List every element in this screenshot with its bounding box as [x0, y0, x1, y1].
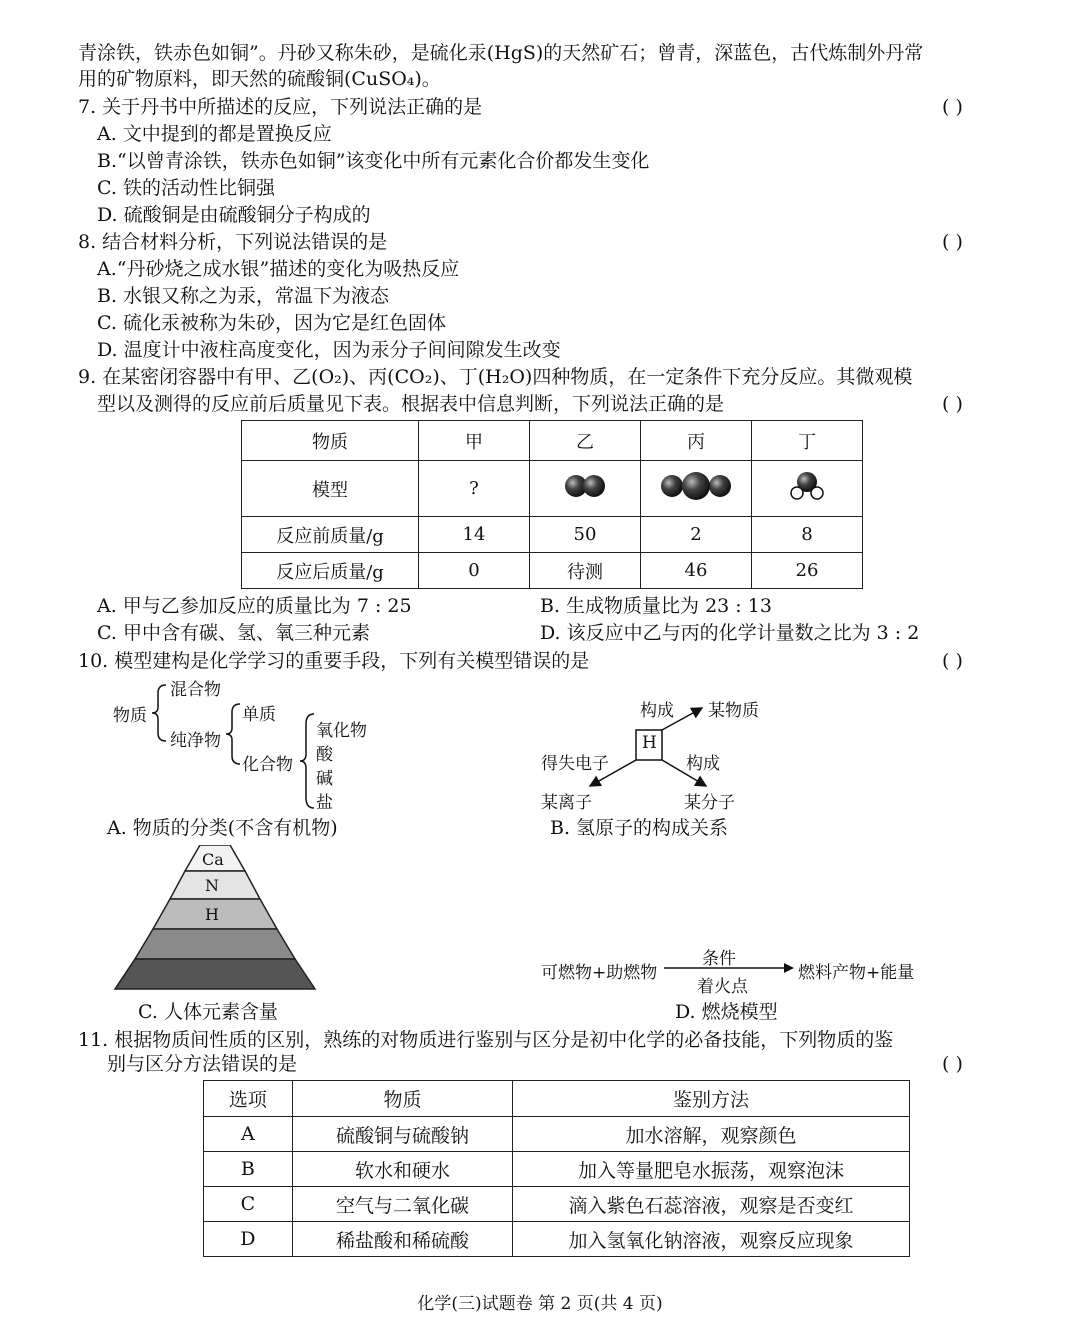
h2o-molecule-model: [752, 461, 863, 517]
label-jian: 碱: [316, 769, 333, 789]
q9-table: [241, 420, 863, 589]
q9-header-cell: 丁: [752, 421, 863, 461]
brace-icon: [298, 712, 318, 810]
q9-stem-2: 型以及测得的反应前后质量见下表。根据表中信息判断，下列说法正确的是: [97, 393, 725, 415]
q9-model-label: 模型: [242, 461, 419, 517]
q11-stem-1: 11. 根据物质间性质的区别，熟练的对物质进行鉴别与区分是初中化学的必备技能，下列物质的鉴: [78, 1029, 894, 1051]
hydrogen-center-label: H: [642, 733, 657, 753]
intro-line-2: 用的矿物原料，即天然的硫酸铜(CuSO₄)。: [78, 68, 441, 90]
q9-after-cell: 26: [752, 553, 863, 589]
q11-cell: A: [204, 1117, 293, 1152]
q9-option-d: D. 该反应中乙与丙的化学计量数之比为 3 : 2: [540, 622, 920, 644]
q9-header-cell: 物质: [242, 421, 419, 461]
label-mouwuzhi: 某物质: [708, 701, 759, 721]
label-ignition-point: 着火点: [697, 977, 748, 997]
label-goucheng-1: 构成: [640, 701, 674, 721]
label-deshi-dianzi: 得失电子: [541, 754, 609, 774]
pyramid-level-label: Ca: [202, 850, 224, 869]
q9-answer-paren: ( ): [942, 393, 963, 415]
table-row: [204, 1117, 910, 1152]
q9-after-cell: 0: [419, 553, 530, 589]
q11-cell: 加入氢氧化钠溶液，观察反应现象: [513, 1222, 910, 1257]
co2-molecule-model: [641, 461, 752, 517]
label-chunjingwu: 纯净物: [170, 731, 221, 751]
label-condition: 条件: [702, 949, 736, 969]
q11-header-cell: 选项: [204, 1081, 293, 1117]
q7-answer-paren: ( ): [942, 96, 963, 118]
q7-option-c: C. 铁的活动性比铜强: [97, 177, 275, 199]
label-huahewu: 化合物: [242, 755, 293, 775]
q11-header-cell: 鉴别方法: [513, 1081, 910, 1117]
q11-table: [203, 1080, 910, 1257]
q9-stem-1: 9. 在某密闭容器中有甲、乙(O₂)、丙(CO₂)、丁(H₂O)四种物质，在一定条件下充分反应。其微观模: [78, 366, 913, 388]
q9-before-label: 反应前质量/g: [242, 517, 419, 553]
q9-model-jia: ?: [419, 461, 530, 517]
q8-option-b: B. 水银又称之为汞，常温下为液态: [97, 285, 390, 307]
q11-cell: 稀盐酸和稀硫酸: [292, 1222, 512, 1257]
label-suan: 酸: [316, 745, 333, 765]
q11-cell: C: [204, 1187, 293, 1222]
label-products: 燃料产物+能量: [798, 963, 915, 983]
o2-molecule-icon: [555, 471, 615, 501]
q11-cell: 加入等量肥皂水振荡，观察泡沫: [513, 1152, 910, 1187]
q9-before-row: [242, 517, 863, 553]
q11-cell: 滴入紫色石蕊溶液，观察是否变红: [513, 1187, 910, 1222]
q9-before-cell: 14: [419, 517, 530, 553]
q9-model-row: [242, 461, 863, 517]
label-moufenzi: 某分子: [684, 793, 735, 813]
o2-molecule-model: [530, 461, 641, 517]
pyramid-level-label: H: [205, 905, 219, 924]
q9-header-cell: 乙: [530, 421, 641, 461]
q11-cell: 加水溶解，观察颜色: [513, 1117, 910, 1152]
q11-cell: 空气与二氧化碳: [292, 1187, 512, 1222]
pyramid-level-label: N: [205, 876, 219, 895]
q7-option-a: A. 文中提到的都是置换反应: [97, 123, 332, 145]
label-moulizi: 某离子: [541, 793, 592, 813]
label-danzhi: 单质: [242, 705, 276, 725]
q8-option-a: A.“丹砂烧之成水银”描述的变化为吸热反应: [97, 258, 460, 280]
q9-option-a: A. 甲与乙参加反应的质量比为 7 : 25: [97, 595, 412, 617]
label-yan: 盐: [316, 793, 333, 813]
q9-before-cell: 8: [752, 517, 863, 553]
q9-header-row: [242, 421, 863, 461]
q11-cell: 软水和硬水: [292, 1152, 512, 1187]
co2-molecule-icon: [654, 469, 738, 503]
q8-option-c: C. 硫化汞被称为朱砂，因为它是红色固体: [97, 312, 446, 334]
label-goucheng-2: 构成: [686, 754, 720, 774]
q7-stem: 7. 关于丹书中所描述的反应，下列说法正确的是: [78, 96, 483, 118]
q11-cell: B: [204, 1152, 293, 1187]
q8-stem: 8. 结合材料分析，下列说法错误的是: [78, 231, 388, 253]
q7-option-b: B.“以曾青涂铁，铁赤色如铜”该变化中所有元素化合价都发生变化: [97, 150, 650, 172]
q9-option-b: B. 生成物质量比为 23 : 13: [540, 595, 772, 617]
q9-option-c: C. 甲中含有碳、氢、氧三种元素: [97, 622, 370, 644]
q9-before-cell: 2: [641, 517, 752, 553]
q9-header-cell: 丙: [641, 421, 752, 461]
q9-after-cell: 46: [641, 553, 752, 589]
q10-answer-paren: ( ): [942, 650, 963, 672]
q11-header-cell: 物质: [292, 1081, 512, 1117]
q9-header-cell: 甲: [419, 421, 530, 461]
brace-icon: [224, 702, 244, 766]
label-yanghuawu: 氧化物: [316, 721, 367, 741]
q8-answer-paren: ( ): [942, 231, 963, 253]
label-combustible: 可燃物+助燃物: [541, 963, 658, 983]
q10-caption-b: B. 氢原子的构成关系: [550, 817, 729, 839]
h2o-molecule-icon: [782, 469, 832, 503]
q7-option-d: D. 硫酸铜是由硫酸铜分子构成的: [97, 204, 371, 226]
q11-stem-2: 别与区分方法错误的是: [107, 1053, 298, 1075]
table-row: [204, 1152, 910, 1187]
q11-header-row: [204, 1081, 910, 1117]
label-wuzhi: 物质: [113, 706, 147, 726]
q10-caption-a: A. 物质的分类(不含有机物): [107, 817, 338, 839]
label-hunhewu: 混合物: [170, 680, 221, 700]
q11-cell: D: [204, 1222, 293, 1257]
q10-caption-c: C. 人体元素含量: [138, 1001, 278, 1023]
q8-option-d: D. 温度计中液柱高度变化，因为汞分子间间隙发生改变: [97, 339, 561, 361]
q9-after-row: [242, 553, 863, 589]
q10-stem: 10. 模型建构是化学学习的重要手段，下列有关模型错误的是: [78, 650, 590, 672]
table-row: [204, 1222, 910, 1257]
page-footer: 化学(三)试题卷 第 2 页(共 4 页): [417, 1294, 663, 1314]
q11-answer-paren: ( ): [942, 1053, 963, 1075]
intro-line-1: 青涂铁，铁赤色如铜”。丹砂又称朱砂，是硫化汞(HgS)的天然矿石；曾青，深蓝色，古代炼制外丹常: [78, 42, 924, 64]
q9-before-cell: 50: [530, 517, 641, 553]
q9-after-label: 反应后质量/g: [242, 553, 419, 589]
brace-icon: [150, 683, 170, 743]
q9-after-cell: 待测: [530, 553, 641, 589]
q10-caption-d: D. 燃烧模型: [675, 1001, 778, 1023]
table-row: [204, 1187, 910, 1222]
q11-cell: 硫酸铜与硫酸钠: [292, 1117, 512, 1152]
